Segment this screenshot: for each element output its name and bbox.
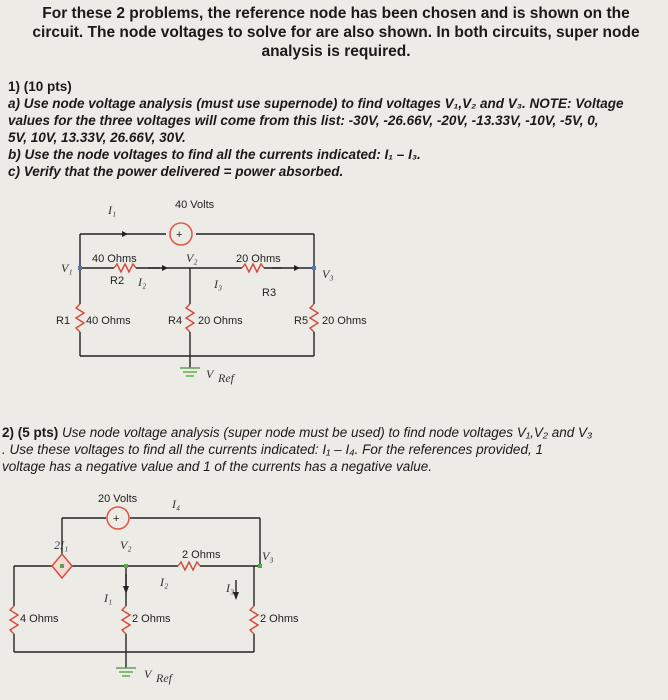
circuit-1	[76, 223, 318, 376]
circuit-1-r2-value: 40 Ohms	[92, 253, 137, 265]
circuit-1-r4-value: 20 Ohms	[198, 315, 243, 327]
circuit-1-i1-label: I₁	[108, 203, 117, 217]
problem-2-heading: 2) (5 pts)	[2, 425, 59, 440]
problem-1-part-b: b) Use the node voltages to find all the currents indicated: I₁ – I₃.	[8, 147, 421, 162]
circuit-1-v2-label: V₂	[186, 251, 198, 265]
circuit-1-r1-value: 40 Ohms	[86, 315, 131, 327]
circuit-2-source-label: 20 Volts	[98, 493, 138, 505]
circuit-1-ref-label: V	[206, 367, 214, 381]
circuit-2-right-resistor: 2 Ohms	[260, 613, 299, 625]
circuit-1-i2-label: I₂	[138, 275, 147, 289]
problem-2-line-1: Use node voltage analysis (super node must be used) to find node voltages V₁,V₂ and V₃	[62, 425, 593, 440]
circuit-1-r3-value: 20 Ohms	[236, 253, 281, 265]
circuit-1-r5-value: 20 Ohms	[322, 315, 367, 327]
circuit-1-i3-label: I₃	[214, 277, 223, 291]
circuit-2-mid-resistor: 2 Ohms	[182, 549, 221, 561]
circuit-2-node-v1	[60, 564, 64, 568]
circuit-1-ref-sub: Ref	[218, 371, 234, 385]
circuit-2-i1-label: I₁	[104, 591, 113, 605]
circuit-2	[10, 507, 262, 676]
circuit-2-source-plus: +	[113, 513, 120, 525]
problem-1-part-a-3: 5V, 10V, 13.33V, 26.66V, 30V.	[8, 130, 186, 145]
circuit-1-node-v1	[78, 266, 82, 270]
circuit-1-source-label: 40 Volts	[175, 199, 215, 211]
problem-1-part-c: c) Verify that the power delivered = power absorbed.	[8, 164, 344, 179]
circuit-2-i4-label: I₄	[172, 497, 181, 511]
circuit-2-ref-sub: Ref	[156, 671, 172, 685]
circuit-1-source-plus: +	[176, 229, 183, 241]
circuit-1-r1-name: R1	[56, 315, 71, 327]
circuit-2-i1-arrow	[123, 586, 129, 594]
circuit-2-ref-label: V	[144, 667, 152, 681]
circuit-2-i2-label: I₂	[160, 575, 169, 589]
intro-line-2: circuit. The node voltages to solve for are also shown. In both circuits, super node	[32, 24, 640, 41]
circuit-1-r3-name: R3	[262, 287, 277, 299]
circuit-2-v2-label: V₂	[120, 538, 132, 552]
intro-line-1: For these 2 problems, the reference node has been chosen and is shown on the	[42, 5, 630, 22]
circuit-2-v3-label: V₃	[262, 549, 274, 563]
circuit-1-node-v3	[312, 266, 316, 270]
circuit-2-center-resistor: 2 Ohms	[132, 613, 171, 625]
circuit-1-r4-name: R4	[168, 315, 183, 327]
circuit-2-node-v3	[258, 564, 262, 568]
circuit-2-dependent-label: 2I₁	[54, 538, 69, 552]
intro-line-3: analysis is required.	[261, 43, 411, 60]
problem-2-line-2: . Use these voltages to find all the currents indicated: I₁ – I₄. For the references provided, 1	[2, 442, 543, 457]
circuit-1-r2-name: R2	[110, 275, 125, 287]
circuit-1-i1-arrow	[122, 231, 128, 237]
circuit-1-v3-label: V₃	[322, 267, 334, 281]
circuit-2-i3-label: I₃	[226, 581, 235, 595]
circuit-1-i3-arrow	[294, 265, 300, 271]
circuit-2-node-v2	[124, 564, 128, 568]
problem-1-heading: 1) (10 pts)	[8, 79, 72, 94]
circuit-1-v1-label: V₁	[61, 261, 73, 275]
problem-1-part-a-1: a) Use node voltage analysis (must use supernode) to find voltages V₁,V₂ and V₃. NOTE: Voltage	[8, 96, 624, 111]
circuit-1-r5-name: R5	[294, 315, 309, 327]
circuit-1-i2-arrow	[162, 265, 168, 271]
problem-1-part-a-2: values for the three voltages will come from this list: -30V, -26.66V, -20V, -13.33V, -10V, -5V, 0,	[8, 113, 599, 128]
problem-2-line-3: voltage has a negative value and 1 of the currents has a negative value.	[2, 459, 433, 474]
circuit-2-left-resistor: 4 Ohms	[20, 613, 59, 625]
